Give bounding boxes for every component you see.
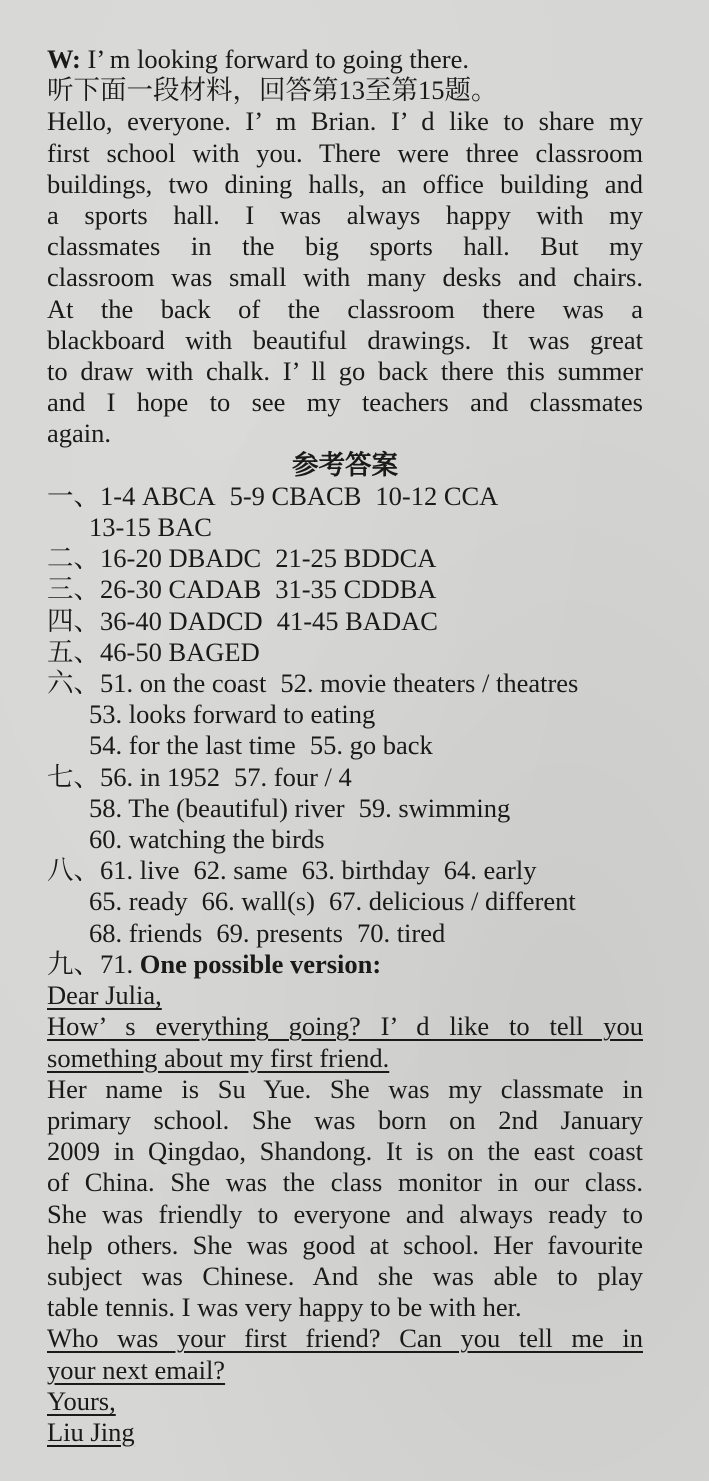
monologue-line: classmates in the big sports hall. But my — [47, 231, 643, 262]
dialogue-line — [47, 44, 643, 75]
letter-greeting: Dear Julia, — [47, 980, 162, 1011]
answer-item: 69. presents — [216, 917, 343, 948]
answer-section-1 — [47, 481, 643, 543]
monologue-line: buildings, two dining halls, an office building and — [47, 168, 643, 199]
answer-section-4 — [47, 606, 643, 637]
answer-item: 70. tired — [356, 917, 446, 948]
answer-item: 60. watching the birds — [89, 824, 325, 855]
speaker-label: W: — [47, 44, 81, 74]
letter-body-line: help others. She was good at school. Her favourite — [47, 1229, 643, 1260]
letter-body-line: Her name is Su Yue. She was my classmate in — [47, 1073, 643, 1104]
answer-item: 71. — [100, 948, 134, 979]
section-number: 九、 — [47, 948, 100, 979]
answer-section-7 — [47, 762, 643, 856]
letter-body-line: subject was Chinese. And she was able to play — [47, 1260, 643, 1291]
monologue-passage — [47, 106, 643, 449]
letter-opening-line: How’ s everything going? I’ d like to tell you — [47, 1011, 643, 1042]
answers-heading: 参考答案 — [292, 449, 398, 480]
answer-group: 16-20 DBADC — [100, 543, 262, 574]
answer-group: 1-4 ABCA — [100, 480, 216, 511]
answer-item: 51. on the coast — [100, 668, 267, 699]
answer-section-8 — [47, 855, 643, 949]
answer-item: 57. four / 4 — [234, 761, 352, 792]
answer-item: 66. wall(s) — [201, 886, 315, 917]
monologue-line: a sports hall. I was always happy with my — [47, 200, 643, 231]
answer-item: 52. movie theaters / theatres — [280, 668, 579, 699]
answer-item: 56. in 1952 — [100, 761, 220, 792]
answer-group: 36-40 DADCD — [100, 605, 263, 636]
answer-group: 26-30 CADAB — [100, 574, 262, 605]
answer-item: 67. delicious / different — [328, 886, 576, 917]
letter-body-line: primary school. She was born on 2nd January — [47, 1104, 643, 1135]
answer-section-3 — [47, 574, 643, 605]
monologue-line: Hello, everyone. I’ m Brian. I’ d like to share my — [47, 106, 643, 137]
answer-group: 5-9 CBACB — [229, 480, 362, 511]
answer-item: 58. The (beautiful) river — [89, 792, 345, 823]
section-number: 七、 — [47, 761, 100, 792]
sample-letter — [47, 980, 643, 1448]
letter-closing-line: Who was your first friend? Can you tell me in — [47, 1323, 643, 1354]
answer-item: 59. swimming — [358, 792, 511, 823]
answer-item: 62. same — [193, 855, 288, 886]
sample-label: One possible version: — [139, 948, 382, 979]
answer-group: 10-12 CCA — [375, 480, 499, 511]
monologue-line: to draw with chalk. I’ ll go back there this summer — [47, 356, 643, 387]
letter-body-line: of China. She was the class monitor in our class. — [47, 1167, 643, 1198]
letter-body-line: She was friendly to everyone and always ready to — [47, 1198, 643, 1229]
dialogue-text: I’ m looking forward to going there. — [87, 44, 469, 74]
answer-group: 21-25 BDDCA — [275, 543, 437, 574]
letter-closing-line: your next email? — [47, 1354, 226, 1385]
section-number: 八、 — [47, 855, 100, 886]
monologue-line: classroom was small with many desks and chairs. — [47, 262, 643, 293]
answer-section-9 — [47, 949, 643, 980]
letter-opening-line: something about my first friend. — [47, 1042, 390, 1073]
answer-item: 61. live — [100, 855, 180, 886]
monologue-line: blackboard with beautiful drawings. It was great — [47, 324, 643, 355]
answer-section-2 — [47, 543, 643, 574]
monologue-line: first school with you. There were three classroom — [47, 137, 643, 168]
letter-body-line: 2009 in Qingdao, Shandong. It is on the east coast — [47, 1136, 643, 1167]
answer-group: 31-35 CDDBA — [275, 574, 437, 605]
section-number: 三、 — [47, 574, 100, 605]
letter-signature: Liu Jing — [47, 1416, 135, 1447]
listening-instruction: 听下面一段材料，回答第13至第15题。 — [47, 75, 498, 106]
section-number: 二、 — [47, 543, 100, 574]
monologue-line: and I hope to see my teachers and classmates — [47, 387, 643, 418]
monologue-line: again. — [47, 418, 112, 449]
letter-body-line: table tennis. I was very happy to be with her. — [47, 1292, 522, 1323]
answer-item: 63. birthday — [301, 855, 430, 886]
answer-group: 41-45 BADAC — [276, 605, 438, 636]
answer-group: 46-50 BAGED — [100, 636, 260, 667]
answer-item: 54. for the last time — [89, 730, 296, 761]
answer-item: 53. looks forward to eating — [89, 699, 376, 730]
answer-item: 65. ready — [89, 886, 188, 917]
monologue-line: At the back of the classroom there was a — [47, 293, 643, 324]
answer-item: 55. go back — [309, 730, 433, 761]
answer-section-6 — [47, 668, 643, 762]
answer-group: 13-15 BAC — [89, 512, 212, 543]
answer-item: 68. friends — [89, 917, 203, 948]
answer-section-5 — [47, 637, 643, 668]
answer-item: 64. early — [443, 855, 537, 886]
text-column — [47, 44, 643, 1448]
section-number: 五、 — [47, 636, 100, 667]
letter-signoff: Yours, — [47, 1385, 116, 1416]
section-number: 六、 — [47, 668, 100, 699]
section-number: 四、 — [47, 605, 100, 636]
section-number: 一、 — [47, 480, 100, 511]
